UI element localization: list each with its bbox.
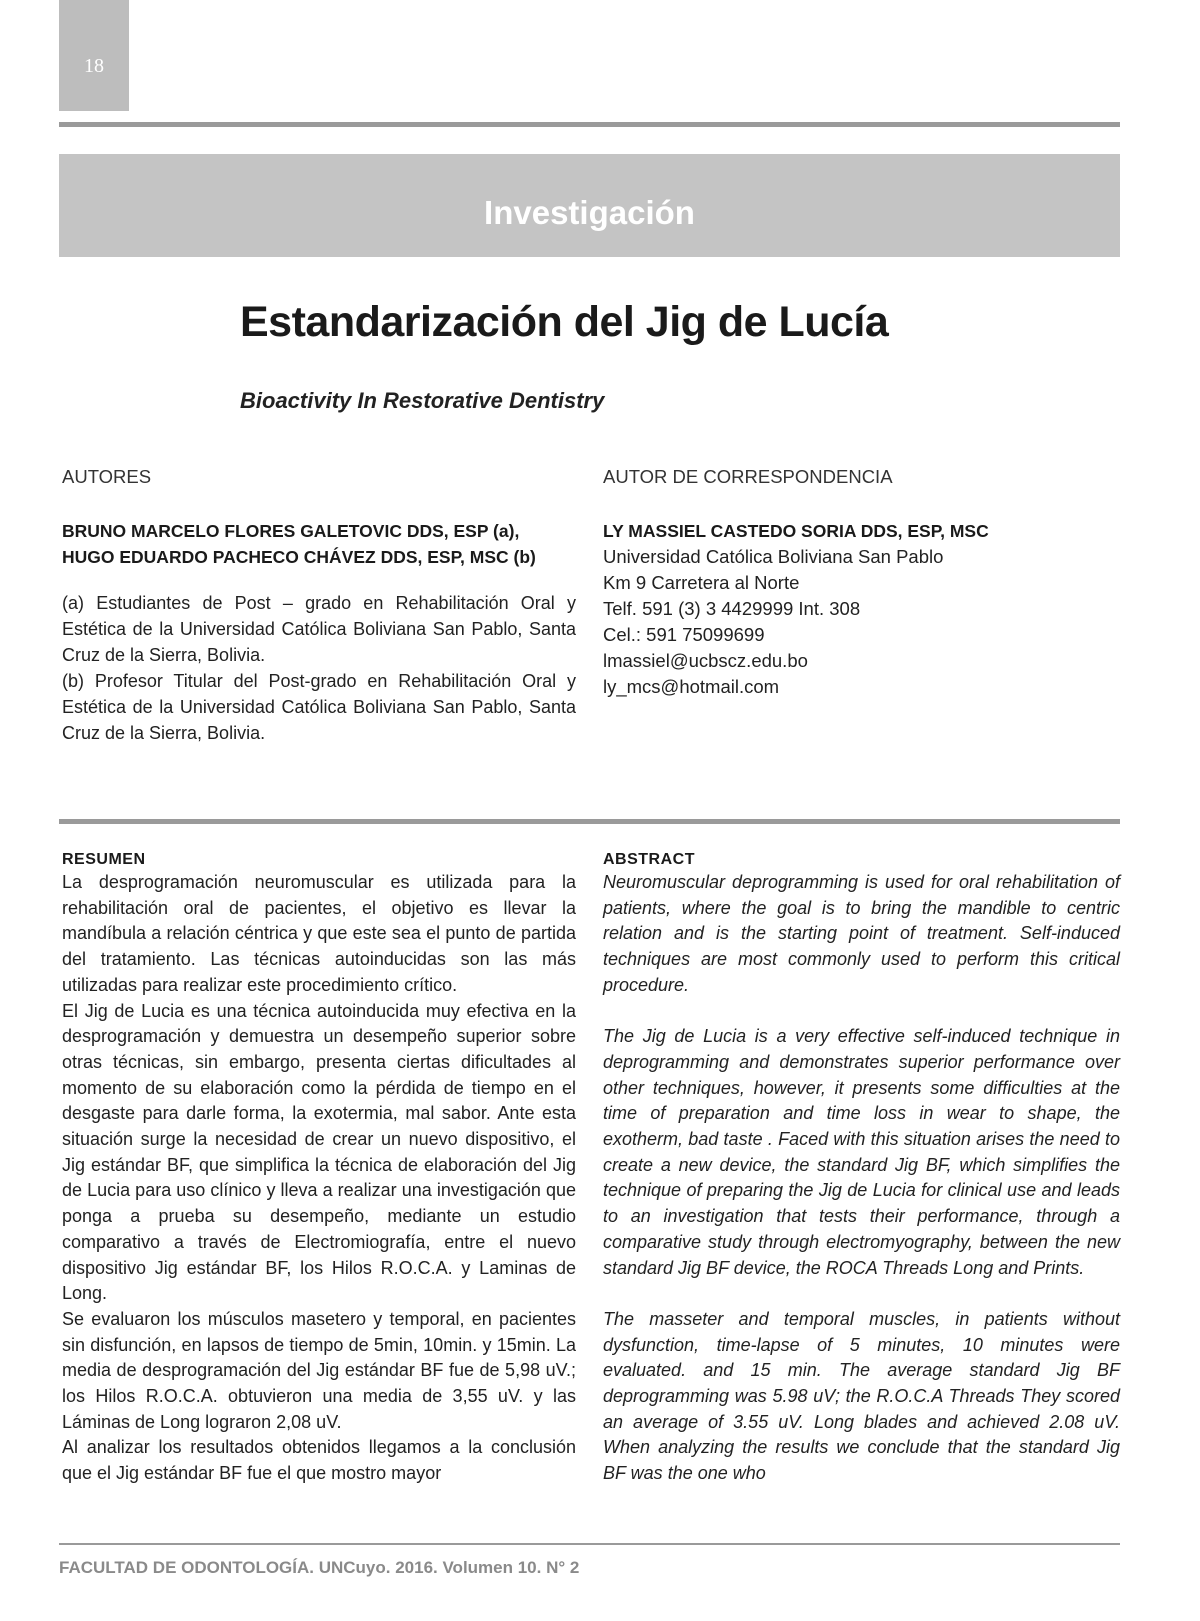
section-band — [59, 154, 1120, 257]
footer-rule — [59, 1543, 1120, 1545]
resumen-paragraph-1: La desprogramación neuromuscular es utilizada para la rehabilitación oral de pacientes, el objetivo es llevar la mandíbula a relación céntrica y que este sea el punto de partida del tratamiento. Las técnicas autoinducidas son las más utilizadas para realizar este procedimiento crítico. — [62, 872, 576, 995]
affiliation-a: (a) Estudiantes de Post – grado en Rehabilitación Oral y Estética de la Universidad Católica Boliviana San Pablo, Santa Cruz de la Sierra, Bolivia. — [62, 593, 576, 665]
resumen-paragraph-2: El Jig de Lucia es una técnica autoinducida muy efectiva en la desprogramación y demuestra un desempeño superior sobre otras técnicas, sin embargo, presenta ciertas dificultades al momento de su elaboración como la pérdida de tiempo en el desgaste para darle forma, la exotermia, mal sabor. Ante esta situación surge la necesidad de crear un nuevo dispositivo, el Jig estándar BF, que simplifica la técnica de elaboración del Jig de Lucia para uso clínico y lleva a realizar una investigación que ponga a prueba su desempeño, mediante un estudio comparativo a través de Electromiografía, entre el nuevo dispositivo Jig estándar BF, los Hilos R.O.C.A. y Laminas de Long. — [62, 1000, 576, 1304]
abstract-heading: ABSTRACT — [603, 851, 695, 868]
abstract-paragraph-2: The Jig de Lucia is a very effective self-induced technique in deprogramming and demonstrates superior performance over other techniques, however, it presents some difficulties at the time of preparation and time loss in wear to shape, the exotherm, bad taste . Faced with this situation arises the need to create a new device, the standard Jig BF, which simplifies the technique of preparing the Jig de Lucia for clinical use and leads to an investigation that tests their performance, through a comparative study through electromyography, between the new standard Jig BF device, the ROCA Threads Long and Prints. — [603, 1026, 1120, 1278]
correspondence-name: LY MASSIEL CASTEDO SORIA DDS, ESP, MSC — [603, 521, 989, 541]
affiliation-b: (b) Profesor Titular del Post-grado en Rehabilitación Oral y Estética de la Universidad Católica Boliviana San Pablo, Santa Cruz de la Sierra, Bolivia. — [62, 671, 576, 743]
abstract-block — [603, 850, 1120, 1487]
article-subtitle: Bioactivity In Restorative Dentistry — [240, 388, 605, 413]
correspondence-cell: Cel.: 591 75099699 — [603, 624, 765, 645]
section-divider — [59, 819, 1120, 824]
abstract-paragraph-3: The masseter and temporal muscles, in patients without dysfunction, time-lapse of 5 minutes, 10 minutes were evaluated. and 15 min. The average standard Jig BF deprogramming was 5.98 uV; the R.O.C.A Threads They scored an average of 3.55 uV. Long blades and achieved 2.08 uV. When analyzing the results we conclude that the standard Jig BF was the one who — [603, 1308, 1120, 1484]
resumen-heading: RESUMEN — [62, 851, 146, 868]
correspondence-institution: Universidad Católica Boliviana San Pablo — [603, 546, 944, 567]
correspondence-email-1[interactable]: lmassiel@ucbscz.edu.bo — [603, 650, 808, 671]
resumen-paragraph-3: Se evaluaron los músculos masetero y temporal, en pacientes sin disfunción, en lapsos de tiempo de 5min, 10min. y 15min. La media de desprogramación del Jig estándar BF fue de 5,98 uV.; los Hilos R.O.C.A. obtuvieron una media de 3,55 uV. y las Láminas de Long lograron 2,08 uV. — [62, 1308, 576, 1432]
correspondence-block — [603, 466, 1120, 700]
journal-footer: FACULTAD DE ODONTOLOGÍA. UNCuyo. 2016. Volumen 10. N° 2 — [59, 1558, 580, 1577]
article-title: Estandarización del Jig de Lucía — [240, 298, 889, 346]
authors-block — [62, 466, 576, 746]
abstract-paragraph-1: Neuromuscular deprogramming is used for oral rehabilitation of patients, where the goal is to bring the mandible to centric relation and is the starting point of treatment. Self-induced techniques are most commonly used to perform this critical procedure. — [603, 872, 1120, 995]
correspondence-phone: Telf. 591 (3) 3 4429999 Int. 308 — [603, 598, 861, 619]
correspondence-address: Km 9 Carretera al Norte — [603, 572, 800, 593]
correspondence-heading: AUTOR DE CORRESPONDENCIA — [603, 466, 893, 487]
authors-heading: AUTORES — [62, 466, 152, 487]
page-number-box — [59, 0, 129, 111]
page-number: 18 — [84, 55, 104, 77]
section-title: Investigación — [484, 194, 695, 231]
resumen-block — [62, 850, 576, 1487]
header-rule — [59, 122, 1120, 127]
correspondence-email-2[interactable]: ly_mcs@hotmail.com — [603, 676, 780, 697]
author-name-1: BRUNO MARCELO FLORES GALETOVIC DDS, ESP (a), — [62, 521, 520, 541]
resumen-paragraph-4: Al analizar los resultados obtenidos llegamos a la conclusión que el Jig estándar BF fue el que mostro mayor — [62, 1437, 576, 1484]
author-name-2: HUGO EDUARDO PACHECO CHÁVEZ DDS, ESP, MSC (b) — [62, 547, 536, 567]
